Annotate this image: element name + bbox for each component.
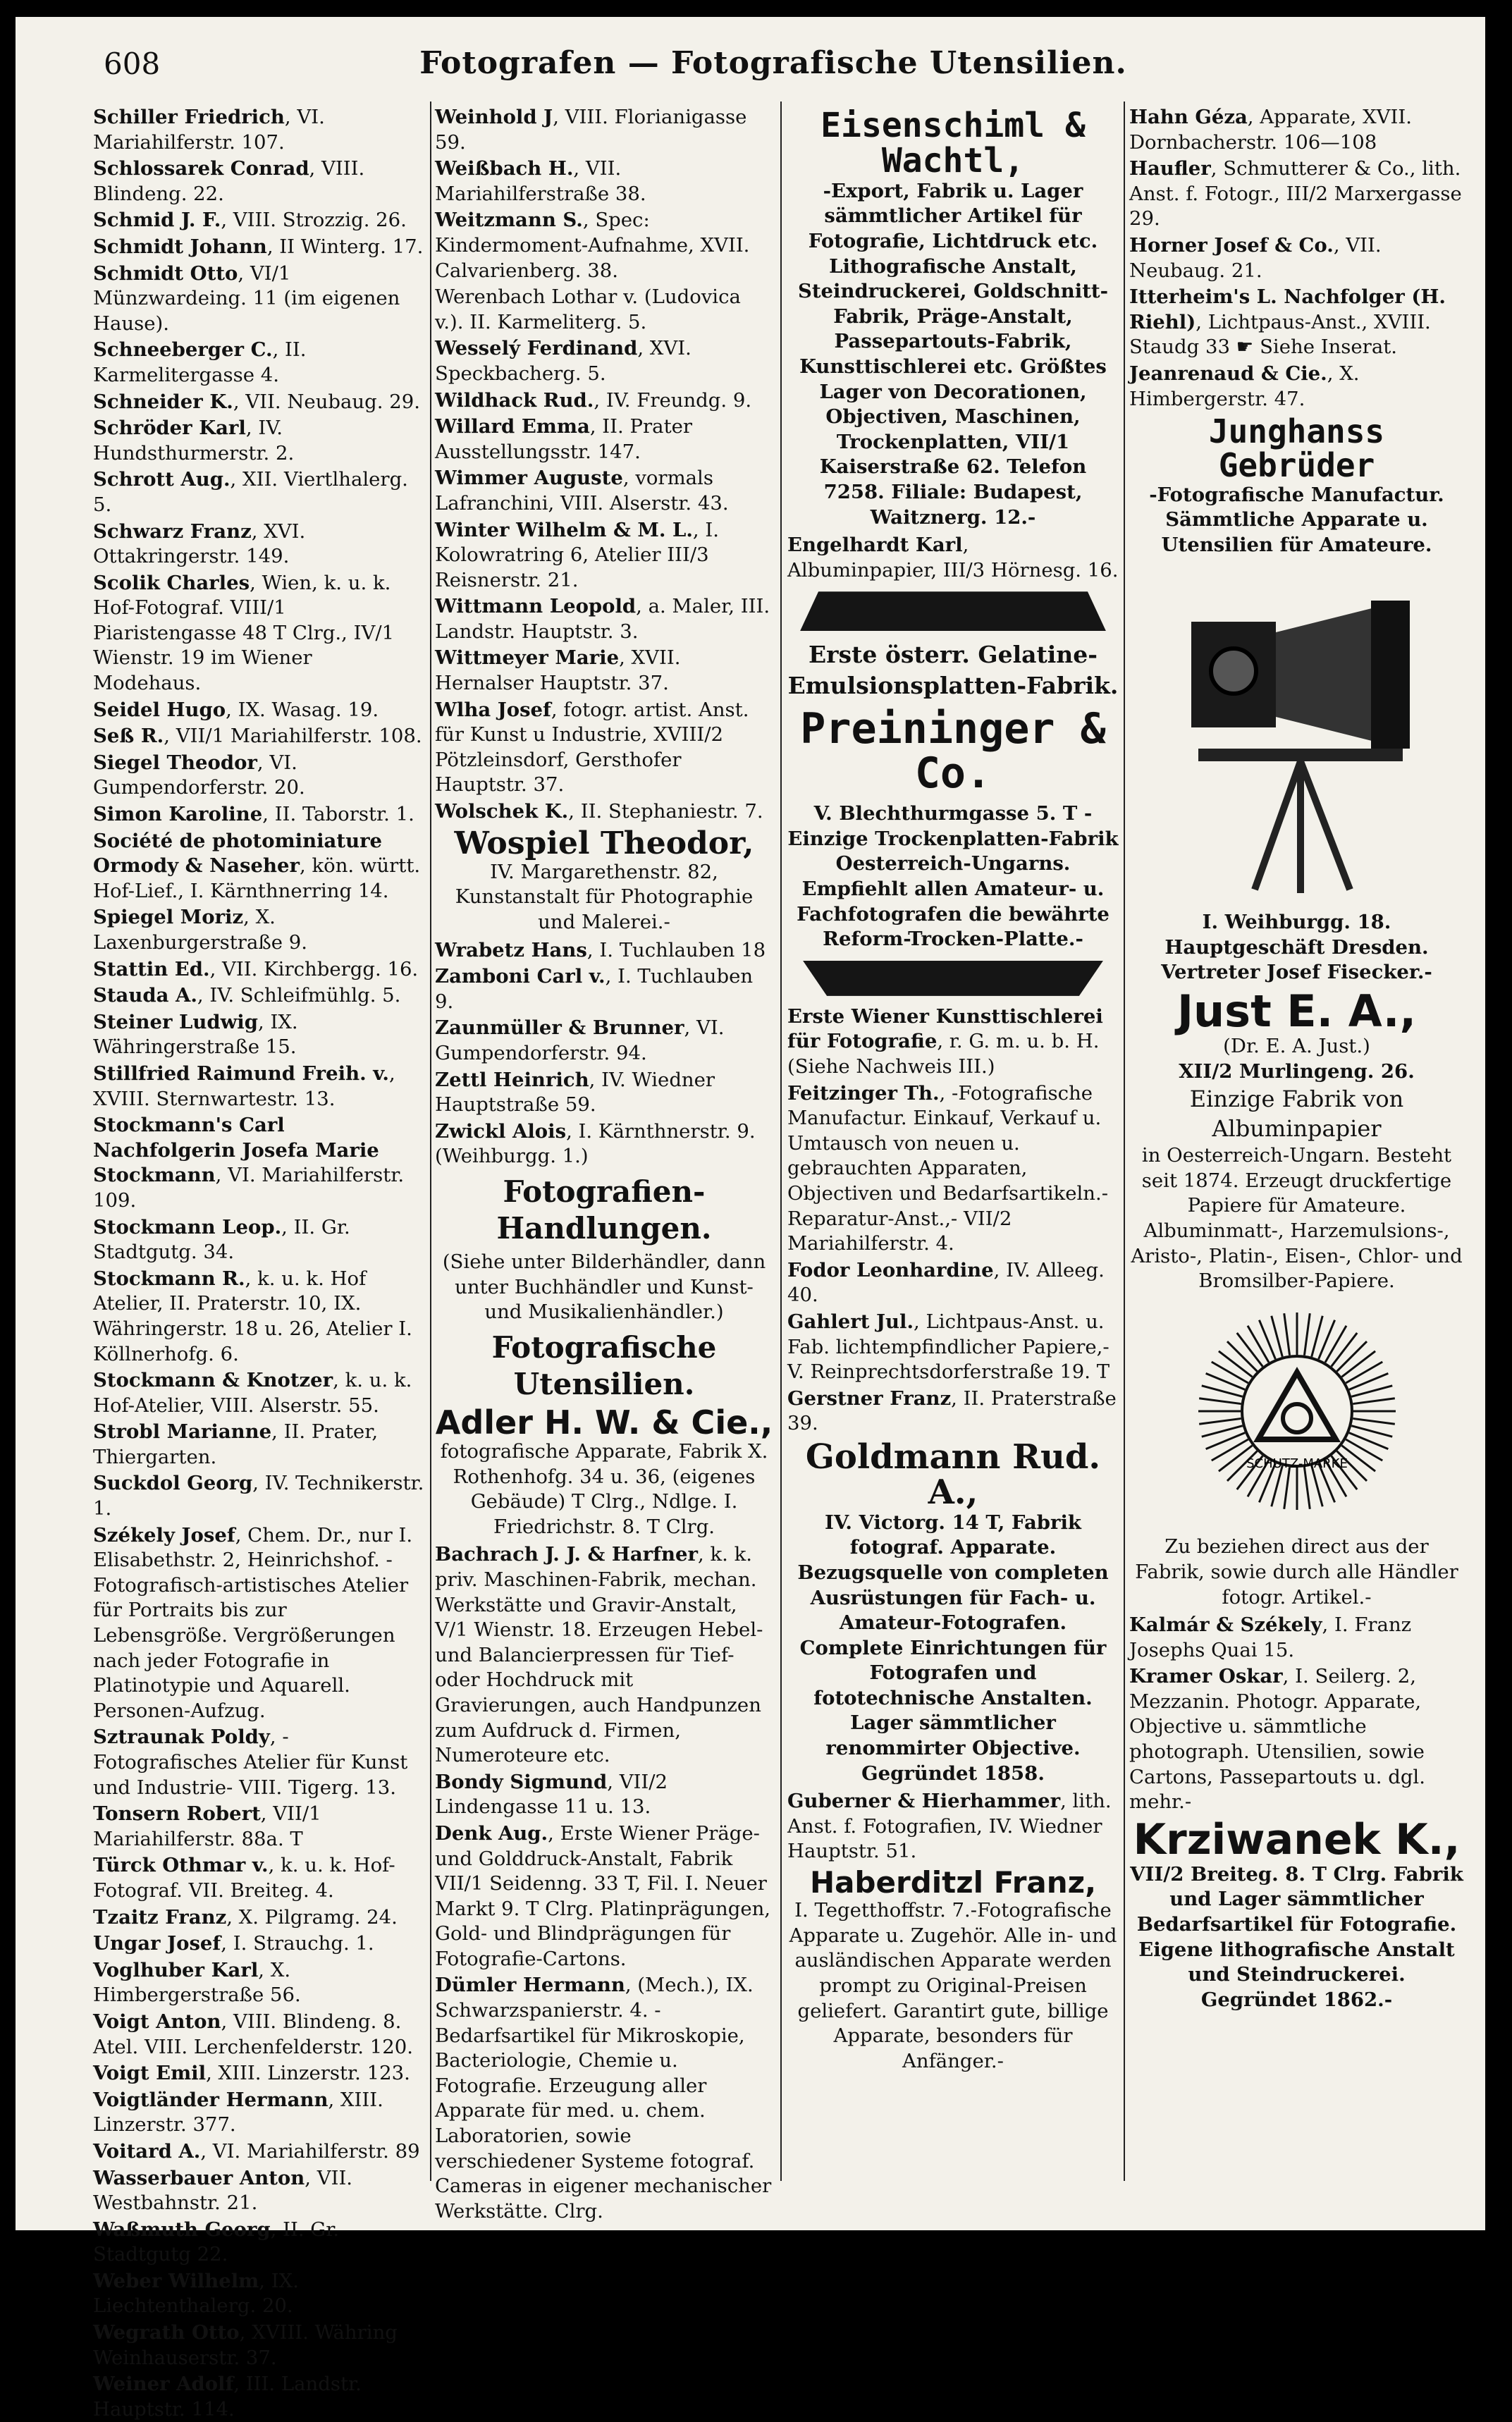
seal-ray	[1211, 1362, 1248, 1383]
seal-ray	[1348, 1373, 1387, 1389]
preininger-text: V. Blechthurmgasse 5. T -Einzige Trockenplatten-Fabrik Oesterreich-Ungarns. Empfiehlt allen Amateur- u. Fachfotografen die bewährte Reform-Trocken-Platte.-	[787, 802, 1119, 951]
section-note: (Siehe unter Bilderhändler, dann unter Buchhändler und Kunst- und Musikalienhändler.)	[442, 1250, 766, 1324]
just-foot: Zu beziehen direct aus der Fabrik, sowie durch alle Händler fotogr. Artikel.-	[1135, 1535, 1458, 1609]
wospiel-text: IV. Margarethenstr. 82, Kunstanstalt für Photographie und Malerei.-	[455, 860, 754, 933]
camera-back	[1371, 601, 1410, 749]
seal-ray	[1218, 1351, 1252, 1377]
directory-entry: Stockmann's Carl Nachfolgerin Josefa Marie Stockmann, VI. Mariahilferstr. 109.	[93, 1114, 405, 1212]
entries-f-g	[787, 1004, 1119, 1437]
seal-ray	[1248, 1325, 1269, 1362]
directory-entry: Schneider K., VII. Neubaug. 29.	[93, 390, 420, 413]
directory-entry: Guberner & Hierhammer, lith. Anst. f. Fotografien, IV. Wiedner Hauptstr. 51.	[787, 1790, 1112, 1863]
page-header	[82, 45, 1464, 94]
seal-ray	[1284, 1467, 1289, 1508]
directory-entry: Weißbach H., VII. Mariahilferstraße 38.	[435, 157, 646, 205]
directory-entry: Suckdol Georg, IV. Technikerstr. 1.	[93, 1472, 424, 1520]
seal-ray	[1318, 1320, 1334, 1358]
wospiel-name: Wospiel Theodor,	[454, 825, 754, 861]
directory-entry: Schmidt Otto, VI/1 Münzwardeing. 11 (im eigenen Hause).	[93, 262, 400, 335]
seal-ray	[1346, 1362, 1382, 1383]
junghanss-name: Junghanss Gebrüder	[1208, 412, 1385, 485]
seal-ray	[1236, 1333, 1262, 1367]
seal-ray	[1271, 1315, 1282, 1356]
ad-junghanss	[1129, 414, 1464, 985]
ad-wospiel	[435, 825, 773, 935]
section-fotografien-handlungen: Fotografien-Handlungen.	[496, 1174, 712, 1246]
directory-entry: Steiner Ludwig, IX. Währingerstraße 15.	[93, 1010, 298, 1059]
just-sub: (Dr. E. A. Just.)	[1223, 1034, 1370, 1057]
directory-entry: Wolschek K., II. Stephaniestr. 7.	[435, 800, 763, 823]
seal-ray	[1201, 1385, 1242, 1396]
seal-ray	[1211, 1439, 1248, 1461]
directory-entry: Wildhack Rud., IV. Freundg. 9.	[435, 388, 752, 412]
directory-entry: Zettl Heinrich, IV. Wiedner Hauptstraße 59.	[435, 1068, 715, 1117]
directory-entry: Zaunmüller & Brunner, VI. Gumpendorferstr. 94.	[435, 1016, 725, 1064]
directory-entry: Denk Aug., Erste Wiener Präge- und Golddruck-Anstalt, Fabrik VII/1 Seidenng. 33 T, Fil. I. Neuer Markt 9. T Clrg. Platinprägungen, Gold- und Blindprägungen für Fotografie-Cartons.	[435, 1821, 771, 1970]
entries-k	[1129, 1613, 1464, 1815]
eisenschiml-name: Eisenschiml & Wachtl,	[820, 106, 1086, 181]
seal-ray	[1353, 1398, 1394, 1403]
directory-entry: Stattin Ed., VII. Kirchbergg. 16.	[93, 957, 419, 981]
goldmann-name: Goldmann Rud. A.,	[805, 1437, 1101, 1513]
directory-entry: Schmid J. F., VIII. Strozzig. 26.	[93, 209, 407, 232]
directory-entry: Weiner Adolf, III. Landstr. Hauptstr. 114.	[93, 2373, 362, 2421]
directory-entry: Simon Karoline, II. Taborstr. 1.	[93, 803, 414, 826]
junghanss-addr: I. Weihburgg. 18. Hauptgeschäft Dresden. Vertreter Josef Fisecker.-	[1161, 911, 1432, 984]
adler-text: fotografische Apparate, Fabrik X. Rothenhofg. 34 u. 36, (eigenes Gebäude) T Clrg., Ndlge. I. Friedrichstr. 8. T Clrg.	[440, 1440, 768, 1538]
haberditzl-name: Haberditzl Franz,	[809, 1865, 1097, 1900]
directory-entry: Gerstner Franz, II. Praterstraße 39.	[787, 1387, 1117, 1435]
seal-ray	[1331, 1333, 1357, 1367]
directory-entry: Waßmuth Georg, II. Gr. Stadtgutg 22.	[93, 2218, 340, 2266]
seal-ray	[1336, 1341, 1366, 1371]
directory-entry: Dümler Hermann, (Mech.), IX. Schwarzspanierstr. 4. -Bedarfsartikel für Mikroskopie, Bacteriologie, Chemie u. Fotografie. Erzeugung aller Apparate für med. u. chem. Laboratorien, sowie verschiedener Systeme fotograf. Cameras in eigener mechanischer Werkstätte. Clrg.	[435, 1974, 772, 2223]
seal-ray	[1341, 1351, 1375, 1377]
seal-ray	[1351, 1385, 1392, 1396]
directory-entry: Seidel Hugo, IX. Wasag. 19.	[93, 698, 379, 721]
directory-entry: Haufler, Schmutterer & Co., lith. Anst. f. Fotogr., III/2 Marxergasse 29.	[1129, 157, 1462, 230]
ad-eisenschiml	[787, 108, 1119, 530]
just-head: Einzige Fabrik von Albuminpapier	[1189, 1086, 1404, 1143]
directory-entry: Spiegel Moriz, X. Laxenburgerstraße 9.	[93, 906, 307, 954]
entries-h-j	[1129, 105, 1464, 412]
directory-entry: Schneeberger C., II. Karmelitergasse 4.	[93, 338, 307, 386]
camera-base	[1198, 749, 1403, 761]
section-fotografische-utensilien: Fotografische Utensilien.	[491, 1329, 717, 1401]
directory-entry: Gahlert Jul., Lichtpaus-Anst. u. Fab. lichtempfindlicher Papiere,- V. Reinprechtsdorferstraße 19. T	[787, 1310, 1110, 1384]
seal-ray	[1304, 1467, 1310, 1508]
directory-entry: Société de photominiature Ormody & Naseher, kön. württ. Hof-Lief., I. Kärnthnerring 14.	[93, 829, 421, 902]
seal-ray	[1346, 1439, 1382, 1461]
seal-ray	[1199, 1398, 1241, 1403]
krziwanek-text: VII/2 Breiteg. 8. T Clrg. Fabrik und Lager sämmtlicher Bedarfsartikel für Fotografie. Eigene lithografische Anstalt und Steindruckerei. Gegründet 1862.-	[1130, 1862, 1463, 2011]
entries-z	[435, 938, 773, 1169]
entries-w	[435, 105, 773, 825]
column-3	[787, 105, 1119, 2206]
directory-entry: Voigt Emil, XIII. Linzerstr. 123.	[93, 2062, 410, 2085]
directory-entry: Kalmár & Székely, I. Franz Josephs Quai 15.	[1129, 1613, 1412, 1661]
seal-ray	[1351, 1425, 1392, 1437]
just-name: Just E. A.,	[1176, 985, 1417, 1037]
directory-entry: Stockmann & Knotzer, k. u. k. Hof-Atelier, VIII. Alserstr. 55.	[93, 1369, 412, 1417]
haberditzl-text: I. Tegetthoffstr. 7.-Fotografische Apparate u. Zugehör. Alle in- und ausländischen Apparate werden prompt zu Original-Preisen geliefert. Garantirt gute, billige Apparate, besonders für Anfänger.-	[789, 1899, 1117, 2072]
directory-entry: Scolik Charles, Wien, k. u. k. Hof-Fotograf. VIII/1 Piaristengasse 48 T Clrg., IV/1 Wienstr. 19 im Wiener Modehaus.	[93, 571, 395, 695]
decorative-banner	[800, 591, 1106, 631]
directory-entry: Wasserbauer Anton, VII. Westbahnstr. 21.	[93, 2166, 353, 2215]
column-2	[435, 105, 773, 2223]
directory-entry: Weinhold J, VIII. Florianigasse 59.	[435, 106, 747, 154]
directory-entry: Tzaitz Franz, X. Pilgramg. 24.	[93, 1905, 398, 1929]
directory-entry: Székely Josef, Chem. Dr., nur I. Elisabethstr. 2, Heinrichshof. -Fotografisch-artistisches Atelier für Portraits bis zur Lebensgröße. Vergrößerungen nach jeder Fotografie in Platinotypie und Aquarell. Personen-Aufzug.	[93, 1523, 413, 1722]
directory-entry: Voigtländer Hermann, XIII. Linzerstr. 377.	[93, 2088, 383, 2137]
directory-entry: Schiller Friedrich, VI. Mariahilferstr. 107.	[93, 106, 325, 154]
directory-entry: Ungar Josef, I. Strauchg. 1.	[93, 1932, 374, 1955]
directory-entry: Weber Wilhelm, IX. Liechtenthalerg. 20.	[93, 2269, 299, 2318]
tripod-leg	[1301, 761, 1350, 890]
directory-entry: Wesselý Ferdinand, XVI. Speckbacherg. 5.	[435, 337, 692, 385]
just-text: in Oesterreich-Ungarn. Besteht seit 1874. Erzeugt druckfertige Papiere für Amateure. Albuminmatt-, Harzemulsions-, Aristo-, Platin-, Eisen-, Chlor- und Bromsilber-Papiere.	[1131, 1144, 1463, 1293]
ad-preininger	[787, 639, 1119, 952]
directory-entry: Wrabetz Hans, I. Tuchlauben 18	[435, 938, 766, 961]
ad-adler	[435, 1403, 773, 1540]
seal-text: SCHUTZ-MARKE	[1246, 1456, 1348, 1471]
directory-entry: Wimmer Auguste, vormals Lafranchini, VIII. Alserstr. 43.	[435, 467, 729, 515]
directory-entry: Schlossarek Conrad, VIII. Blindeng. 22.	[93, 157, 365, 205]
directory-entry: Stockmann Leop., II. Gr. Stadtgutg. 34.	[93, 1215, 350, 1264]
directory-entry: Wittmeyer Marie, XVII. Hernalser Hauptstr. 37.	[435, 646, 681, 695]
directory-entry: Tonsern Robert, VII/1 Mariahilferstr. 88a. T	[93, 1802, 321, 1850]
directory-entry: Horner Josef & Co., VII. Neubaug. 21.	[1129, 233, 1382, 282]
directory-entry: Kramer Oskar, I. Seilerg. 2, Mezzanin. Photogr. Apparate, Objective u. sämmtliche photograph. Utensilien, sowie Cartons, Passepartouts u. dgl. mehr.-	[1129, 1665, 1425, 1814]
directory-entry: Wittmann Leopold, a. Maler, III. Landstr. Hauptstr. 3.	[435, 595, 770, 643]
just-addr: XII/2 Murlingeng. 26.	[1179, 1059, 1415, 1083]
seal-ray	[1348, 1432, 1387, 1449]
directory-entry: Schmidt Johann, II Winterg. 17.	[93, 235, 424, 258]
directory-entry: Zwickl Alois, I. Kärnthnerstr. 9. (Weihburgg. 1.)	[435, 1119, 756, 1168]
directory-entry: Bondy Sigmund, VII/2 Lindengasse 11 u. 13.	[435, 1770, 668, 1819]
directory-entry: Schwarz Franz, XVI. Ottakringerstr. 149.	[93, 520, 306, 568]
goldmann-text: IV. Victorg. 14 T, Fabrik fotograf. Apparate. Bezugsquelle von completen Ausrüstungen für Fach- u. Amateur-Fotografen. Complete Einrichtungen für Fotografen und fototechnische Anstalten. Lager sämmtlicher renommirter Objective. Gegründet 1858.	[797, 1511, 1109, 1785]
page-number: 608	[104, 47, 161, 81]
seal-ray	[1205, 1373, 1244, 1389]
directory-entry: Erste Wiener Kunsttischlerei für Fotografie, r. G. m. u. b. H. (Siehe Nachweis III.)	[787, 1004, 1103, 1078]
directory-entry: Willard Emma, II. Prater Ausstellungsstr. 147.	[435, 415, 693, 463]
directory-entry: Feitzinger Th., -Fotografische Manufactur. Einkauf, Verkauf u. Umtausch von neuen u. gebrauchten Apparaten, Objectiven und Bedarfsartikeln.- Reparatur-Anst.,- VII/2 Mariahilferstr. 4.	[787, 1081, 1109, 1255]
directory-entry: Wegrath Otto, XVIII. Währing Weinhauserstr. 37.	[93, 2321, 398, 2369]
seal-ray	[1325, 1325, 1346, 1362]
directory-entry: Hahn Géza, Apparate, XVII. Dornbacherstr. 106—108	[1129, 106, 1412, 154]
directory-entry: Bachrach J. J. & Harfner, k. k. priv. Maschinen-Fabrik, mechan. Werkstätte und Gravir-Anstalt, V/1 Wienstr. 18. Erzeugen Hebel- und Balancierpressen für Tief- oder Hochdruck mit Gravierungen, auch Handpunzen zum Aufdruck d. Firmen, Numeroteure etc.	[435, 1543, 763, 1767]
directory-entry: Zamboni Carl v., I. Tuchlauben 9.	[435, 965, 754, 1013]
column-rule	[1124, 102, 1125, 2181]
camera-lens	[1211, 648, 1256, 694]
tripod-leg	[1255, 761, 1301, 890]
krziwanek-name: Krziwanek K.,	[1133, 1814, 1461, 1864]
preininger-name: Preininger & Co.	[800, 704, 1106, 799]
directory-entry: Voigt Anton, VIII. Blindeng. 8. Atel. VIII. Lerchenfelderstr. 120.	[93, 2010, 413, 2058]
directory-entry: Strobl Marianne, II. Prater, Thiergarten.	[93, 1420, 379, 1468]
ad-haberditzl	[787, 1867, 1119, 2074]
directory-entry: Sztraunak Poldy, -Fotografisches Atelier für Kunst und Industrie- VIII. Tigerg. 13.	[93, 1726, 408, 1799]
seal-ray	[1271, 1465, 1282, 1506]
seal-ray	[1199, 1418, 1241, 1424]
camera-bellows	[1276, 608, 1375, 742]
decorative-banner	[803, 961, 1103, 996]
entries-guberner	[787, 1789, 1119, 1864]
seal-ray	[1304, 1313, 1310, 1355]
directory-entry: Fodor Leonhardine, IV. Alleeg. 40.	[787, 1258, 1105, 1307]
directory-entry: Voitard A., VI. Mariahilferstr. 89	[93, 2139, 420, 2163]
directory-entry: Stauda A., IV. Schleifmühlg. 5.	[93, 984, 401, 1007]
seal-ray	[1311, 1465, 1322, 1506]
entries-e	[787, 533, 1119, 583]
directory-entry: Siegel Theodor, VI. Gumpendorferstr. 20.	[93, 751, 305, 799]
junghanss-text: -Fotografische Manufactur. Sämmtliche Apparate u. Utensilien für Amateure.	[1149, 483, 1444, 556]
seal-ray	[1353, 1418, 1394, 1424]
column-rule	[430, 102, 431, 2181]
trademark-seal	[1191, 1305, 1403, 1517]
directory-entry: Voglhuber Karl, X. Himbergerstraße 56.	[93, 1958, 301, 2007]
directory-entry: Seß R., VII/1 Mariahilferstr. 108.	[93, 725, 422, 748]
directory-entry: Engelhardt Karl, Albuminpapier, III/3 Hörnesg. 16.	[787, 534, 1119, 582]
column-4	[1129, 105, 1464, 2206]
directory-entry: Stockmann R., k. u. k. Hof Atelier, II. Praterstr. 10, IX. Währingerstr. 18 u. 26, Atelier I. Köllnerhofg. 6.	[93, 1267, 412, 1365]
directory-entry: Wlha Josef, fotogr. artist. Anst. für Kunst u Industrie, XVIII/2 Pötzleinsdorf, Gersthofer Hauptstr. 37.	[435, 698, 749, 797]
column-1	[93, 105, 424, 2421]
page-title: Fotografen — Fotografische Utensilien.	[419, 45, 1127, 81]
directory-entry: Schrott Aug., XII. Viertlhalerg. 5.	[93, 468, 408, 516]
eisenschiml-text: -Export, Fabrik u. Lager sämmtlicher Artikel für Fotografie, Lichtdruck etc. Lithografische Anstalt, Steindruckerei, Goldschnitt-Fabrik, Präge-Anstalt, Passepartouts-Fabrik, Kunsttischlerei etc. Größtes Lager von Decorationen, Objectiven, Maschinen, Trockenplatten, VII/1 Kaiserstraße 62. Telefon 7258. Filiale: Budapest, Waitznerg. 12.-	[797, 179, 1109, 529]
adler-name: Adler H. W. & Cie.,	[435, 1403, 773, 1441]
camera-illustration	[1170, 565, 1424, 897]
ad-krziwanek	[1129, 1814, 1464, 2013]
seal-ray	[1201, 1425, 1242, 1437]
directory-entry: Stillfried Raimund Freih. v., XVIII. Sternwartestr. 13.	[93, 1062, 395, 1110]
directory-entry: Jeanrenaud & Cie., X. Himbergerstr. 47.	[1129, 362, 1360, 410]
directory-entry: Itterheim's L. Nachfolger (H. Riehl), Lichtpaus-Anst., XVIII. Staudg 33 ☛ Siehe Inserat.	[1129, 285, 1446, 359]
seal-ray	[1227, 1341, 1257, 1371]
ad-goldmann	[787, 1439, 1119, 1786]
seal-ray	[1259, 1320, 1275, 1358]
preininger-head: Erste österr. Gelatine-Emulsionsplatten-Fabrik.	[787, 641, 1119, 700]
seal-ray	[1311, 1315, 1322, 1356]
ad-just	[1129, 985, 1464, 1610]
seal-ray	[1205, 1432, 1244, 1449]
directory-entry: Schröder Karl, IV. Hundsthurmerstr. 2.	[93, 417, 295, 465]
seal-ray	[1284, 1313, 1289, 1355]
directory-entry: Weitzmann S., Spec: Kindermoment-Aufnahme, XVII. Calvarienberg. 38.	[435, 209, 750, 282]
entries-utensilien	[435, 1542, 773, 2224]
directory-entry: Winter Wilhelm & M. L., I. Kolowratring 6, Atelier III/3 Reisnerstr. 21.	[435, 518, 719, 591]
column-rule	[780, 102, 782, 2181]
directory-entry: Werenbach Lothar v. (Ludovica v.). II. Karmeliterg. 5.	[435, 285, 741, 333]
page	[16, 17, 1485, 2421]
directory-entry: Türck Othmar v., k. u. k. Hof-Fotograf. VII. Breiteg. 4.	[93, 1854, 395, 1902]
